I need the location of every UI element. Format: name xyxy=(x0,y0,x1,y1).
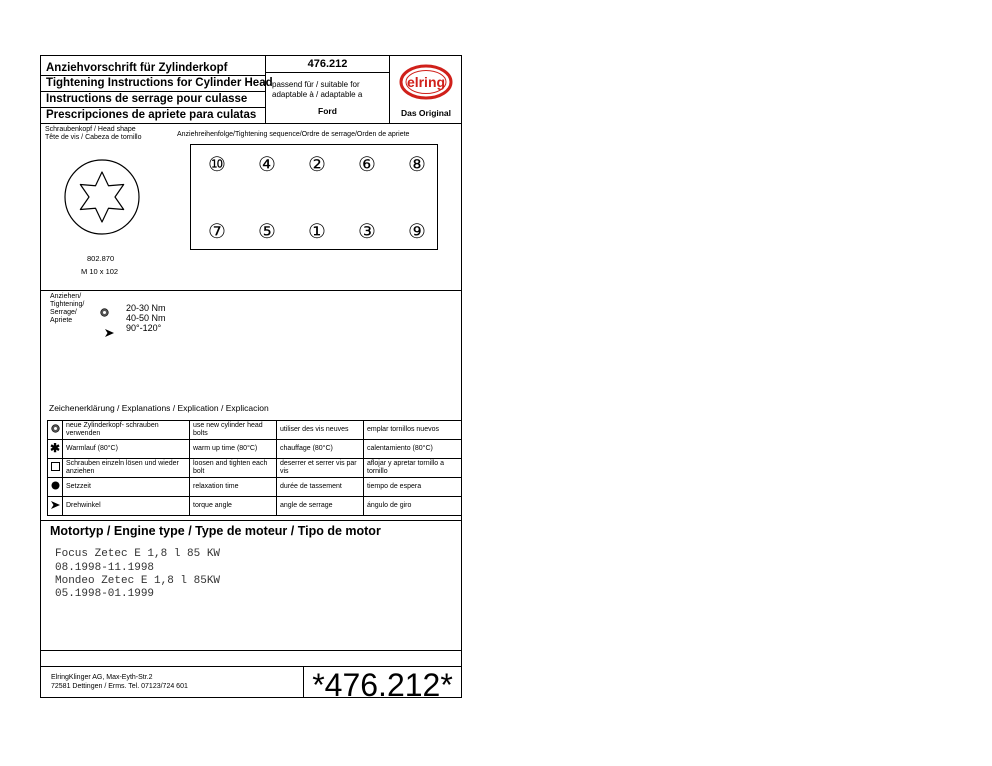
loosen-tighten-icon xyxy=(48,459,63,478)
legend-row xyxy=(48,459,462,478)
head-shape-label: Schraubenkopf / Head shape xyxy=(45,126,136,133)
torque-angle-icon xyxy=(48,497,63,516)
title-german: Anziehvorschrift für Zylinderkopf xyxy=(46,62,228,74)
company-address-line-2: 72581 Dettingen / Erms. Tel. 07123/724 601 xyxy=(51,683,188,690)
legend-de: Schrauben einzeln lösen und wieder anziehen xyxy=(63,459,190,478)
engine-line-1: Focus Zetec E 1,8 l 85 KW xyxy=(55,548,221,560)
legend-en: torque angle xyxy=(190,497,277,516)
elring-logo xyxy=(398,62,454,102)
legend-es: emplar tornillos nuevos xyxy=(364,421,462,440)
legend-row xyxy=(48,497,462,516)
legend-es: ángulo de giro xyxy=(364,497,462,516)
step-1-torque: 20-30 Nm xyxy=(126,303,166,313)
legend-fr: chauffage (80°C) xyxy=(277,440,364,459)
torx-star-outline xyxy=(80,172,123,222)
legend-es: calentamiento (80°C) xyxy=(364,440,462,459)
legend-de: Setzzeit xyxy=(63,478,190,497)
legend-fr: utiliser des vis neuves xyxy=(277,421,364,440)
step-3-angle: 90°-120° xyxy=(126,323,162,333)
legend-fr: durée de tassement xyxy=(277,478,364,497)
sequence-bolt-top-3: ② xyxy=(308,154,326,176)
new-bolt-icon xyxy=(48,421,63,440)
legend-fr: deserrer et serrer vis par vis xyxy=(277,459,364,478)
legend-es: tiempo de espera xyxy=(364,478,462,497)
step-2-torque: 40-50 Nm xyxy=(126,313,166,323)
tightening-label-en: Tightening/ xyxy=(50,301,85,308)
tightening-label-fr: Serrage/ xyxy=(50,309,77,316)
engine-heading: Motortyp / Engine type / Type de moteur / Tipo de motor xyxy=(50,524,381,538)
sequence-bolt-top-2: ④ xyxy=(258,154,276,176)
legend-de: Warmlauf (80°C) xyxy=(63,440,190,459)
title-french: Instructions de serrage pour culasse xyxy=(46,93,248,105)
bolt-size: M 10 x 102 xyxy=(81,267,119,276)
title-english: Tightening Instructions for Cylinder Head xyxy=(46,77,273,89)
sequence-bolt-bottom-5: ⑨ xyxy=(408,221,426,243)
legend-row xyxy=(48,421,462,440)
relaxation-icon xyxy=(48,478,63,497)
company-address-line-1: ElringKlinger AG, Max-Eyth-Str.2 xyxy=(51,674,153,681)
bolt-number: 802.870 xyxy=(87,254,115,263)
suitable-for-label: passend für / suitable for xyxy=(272,80,360,89)
torque-angle-icon xyxy=(105,324,114,332)
sequence-bolt-bottom-4: ③ xyxy=(358,221,376,243)
adaptable-label: adaptable à / adaptable a xyxy=(272,90,363,99)
tightening-label-de: Anziehen/ xyxy=(50,293,82,300)
title-spanish: Prescripciones de apriete para culatas xyxy=(46,109,257,121)
engine-line-2: 08.1998-11.1998 xyxy=(55,562,155,574)
legend-table xyxy=(47,420,462,516)
vehicle-make: Ford xyxy=(318,106,337,116)
legend-de: Drehwinkel xyxy=(63,497,190,516)
sequence-label: Anziehreihenfolge/Tightening sequence/Ordre de serrage/Orden de apriete xyxy=(177,131,410,138)
engine-line-4: 05.1998-01.1999 xyxy=(55,588,155,600)
sequence-bolt-bottom-1: ⑦ xyxy=(208,221,226,243)
sequence-bolt-bottom-2: ⑤ xyxy=(258,221,276,243)
tightening-label-es: Apriete xyxy=(50,317,73,324)
legend-row xyxy=(48,440,462,459)
new-bolt-icon xyxy=(100,304,109,313)
torx-head-icon xyxy=(63,158,141,236)
legend-de: neue Zylinderkopf- schrauben verwenden xyxy=(63,421,190,440)
legend-fr: angle de serrage xyxy=(277,497,364,516)
legend-title: Zeichenerklärung / Explanations / Explication / Explicacion xyxy=(49,403,269,413)
barcode-part-number: *476.212* xyxy=(312,667,453,703)
legend-en: warm up time (80°C) xyxy=(190,440,277,459)
sequence-bolt-bottom-3: ① xyxy=(308,221,326,243)
sequence-bolt-top-5: ⑧ xyxy=(408,154,426,176)
legend-en: relaxation time xyxy=(190,478,277,497)
tightening-instruction-sheet xyxy=(40,55,462,703)
legend-en: loosen and tighten each bolt xyxy=(190,459,277,478)
part-number: 476.212 xyxy=(307,58,348,70)
brand-tagline: Das Original xyxy=(400,108,452,118)
logo-text: elring xyxy=(406,74,446,90)
legend-row xyxy=(48,478,462,497)
bolt-sequence-diagram xyxy=(190,144,438,250)
head-shape-label-2: Tête de vis / Cabeza de tornillo xyxy=(45,134,142,141)
legend-en: use new cylinder head bolts xyxy=(190,421,277,440)
engine-line-3: Mondeo Zetec E 1,8 l 85KW xyxy=(55,575,221,587)
sequence-bolt-top-4: ⑥ xyxy=(358,154,376,176)
warm-up-icon: ✱ xyxy=(48,440,63,459)
legend-es: aflojar y apretar tornillo a tornillo xyxy=(364,459,462,478)
sequence-bolt-top-1: ⑩ xyxy=(208,154,226,176)
